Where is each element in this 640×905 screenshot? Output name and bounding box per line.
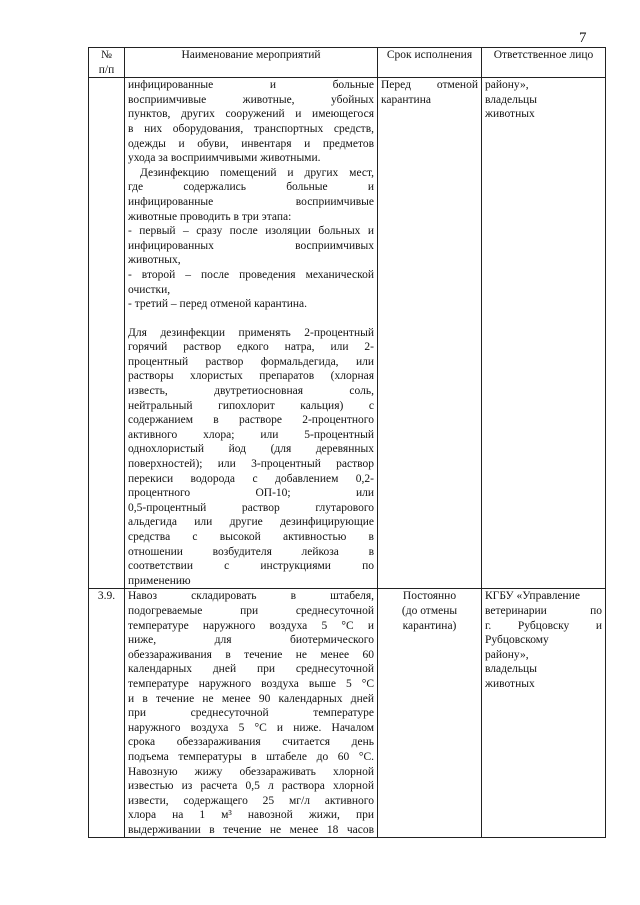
text-line: поверхностей); или 3-процентный раствор [128,458,374,471]
text-line: животных [485,677,535,690]
text-line: перекиси водорода с добавлением 0,2- [128,472,374,485]
text-line: Дезинфекцию помещений и других мест, [140,166,374,179]
text-line: где содержались больные и [128,181,374,194]
text-line: г. Рубцовску и [485,619,602,632]
text-line: наружного воздуха 5 °С и ниже. Началом [128,721,374,734]
text-line: срока обеззараживания считается день [128,736,374,749]
header-name: Наименование мероприятий [125,48,378,78]
text-line: извести, содержащего 25 мг/л активного [128,794,374,807]
text-line: содержанием в растворе 2-процентного [128,414,374,427]
text-line: пунктов, других сооружений и имеющегося [128,108,374,121]
header-deadline: Срок исполнения [378,48,482,78]
text-line: 0,5-процентный раствор глутарового [128,501,374,514]
text-line: восприимчивые животные, убойных [128,93,374,106]
text-line: ухода за восприимчивыми животными. [128,152,321,165]
text-line: соответствии с инструкциями по [128,560,374,573]
text-line: календарных дней при среднесуточной [128,663,374,676]
text-line: Для дезинфекции применять 2-процентный [128,326,374,339]
text-line: животные проводить в три этапа: [128,210,292,223]
text-line: - третий – перед отменой карантина. [128,298,308,311]
header-num: № п/п [89,48,125,78]
text-line: активного хлора; или 5-процентный [128,428,374,441]
responsible-cell [482,589,606,838]
text-line: процентный раствор формальдегида, или [128,355,374,368]
text-line: выдерживании в течение не менее 18 часов [128,823,374,836]
text-line: (до отмены [401,604,458,617]
text-line: животных [485,108,535,121]
text-line: Постоянно [402,590,457,603]
text-line: применению [128,574,191,587]
text-line: ниже, для биотермического [128,634,374,647]
text-line: обеззараживания в течение не менее 60 [128,648,374,661]
text-line: известью из расчета 0,5 л раствора хлорной [128,780,374,793]
table-header-row [89,48,606,78]
text-line: Навоз складировать в штабеля, [128,590,374,603]
table-row [89,589,606,838]
text-line: температуре наружного воздуха 5 °С и [128,619,374,632]
text-line: - первый – сразу после изоляции больных и [128,225,374,238]
text-line: подъема температуры в штабеле до 60 °С. [128,750,374,763]
text-line: альдегида или другие дезинфицирующие [128,516,374,529]
text-line: средства с высокой активностью в [128,531,374,543]
header-responsible: Ответственное лицо [482,48,606,78]
row-number [89,78,125,589]
text-line: КГБУ «Управление [485,590,580,603]
deadline-cell: Перед отменой карантина [378,78,482,589]
text-line: ветеринарии по [485,604,602,617]
text-line: инфицированных восприимчивых [128,239,374,252]
text-line: инфицированные и больные [128,79,374,92]
text-line: инфицированные восприимчивые [128,195,374,208]
text-line: однохлористый йод (для деревянных [128,443,374,456]
table-row [89,78,606,589]
text-line: животных, [128,254,181,267]
text-line: известь, двутретиосновная соль, [128,385,374,398]
page-number: 7 [579,30,587,46]
text-line: - второй – после проведения механической [128,268,374,281]
text-line: району», [485,648,529,661]
text-line: при среднесуточной температуре [128,707,374,720]
text-line: и в течение не менее 90 календарных дней [128,692,374,705]
text-line: растворы хлористых препаратов (хлорная [128,370,374,383]
text-line: в них оборудования, транспортных средств, [128,122,374,135]
text-line: владельцы [485,93,537,106]
text-line: Рубцовскому [485,634,549,647]
row-number: 3.9. [89,589,125,838]
measures-table [88,47,606,838]
measure-description [125,589,378,838]
deadline-cell [378,589,482,838]
text-line: горячий раствор едкого натра, или 2- [128,341,374,354]
measure-description [125,78,378,589]
text-line: подогреваемые при среднесуточной [128,604,374,617]
text-line: очистки, [128,283,171,296]
text-line: одежды и обуви, инвентаря и предметов [128,137,374,150]
text-line: району», [485,79,529,92]
responsible-cell [482,78,606,589]
text-line: карантина) [402,619,457,632]
text-line: температуре наружного воздуха выше 5 °С [128,677,374,690]
text-line: нейтральный гипохлорит кальция) с [128,399,374,412]
text-line: отношении возбудителя лейкоза в [128,545,374,558]
text-line: Навозную жижу обеззараживать хлорной [128,765,374,778]
text-line: хлора на 1 м³ навозной жижи, при [128,809,374,822]
text-line: процентного ОП-10; или [128,487,374,500]
text-line: владельцы [485,663,537,676]
